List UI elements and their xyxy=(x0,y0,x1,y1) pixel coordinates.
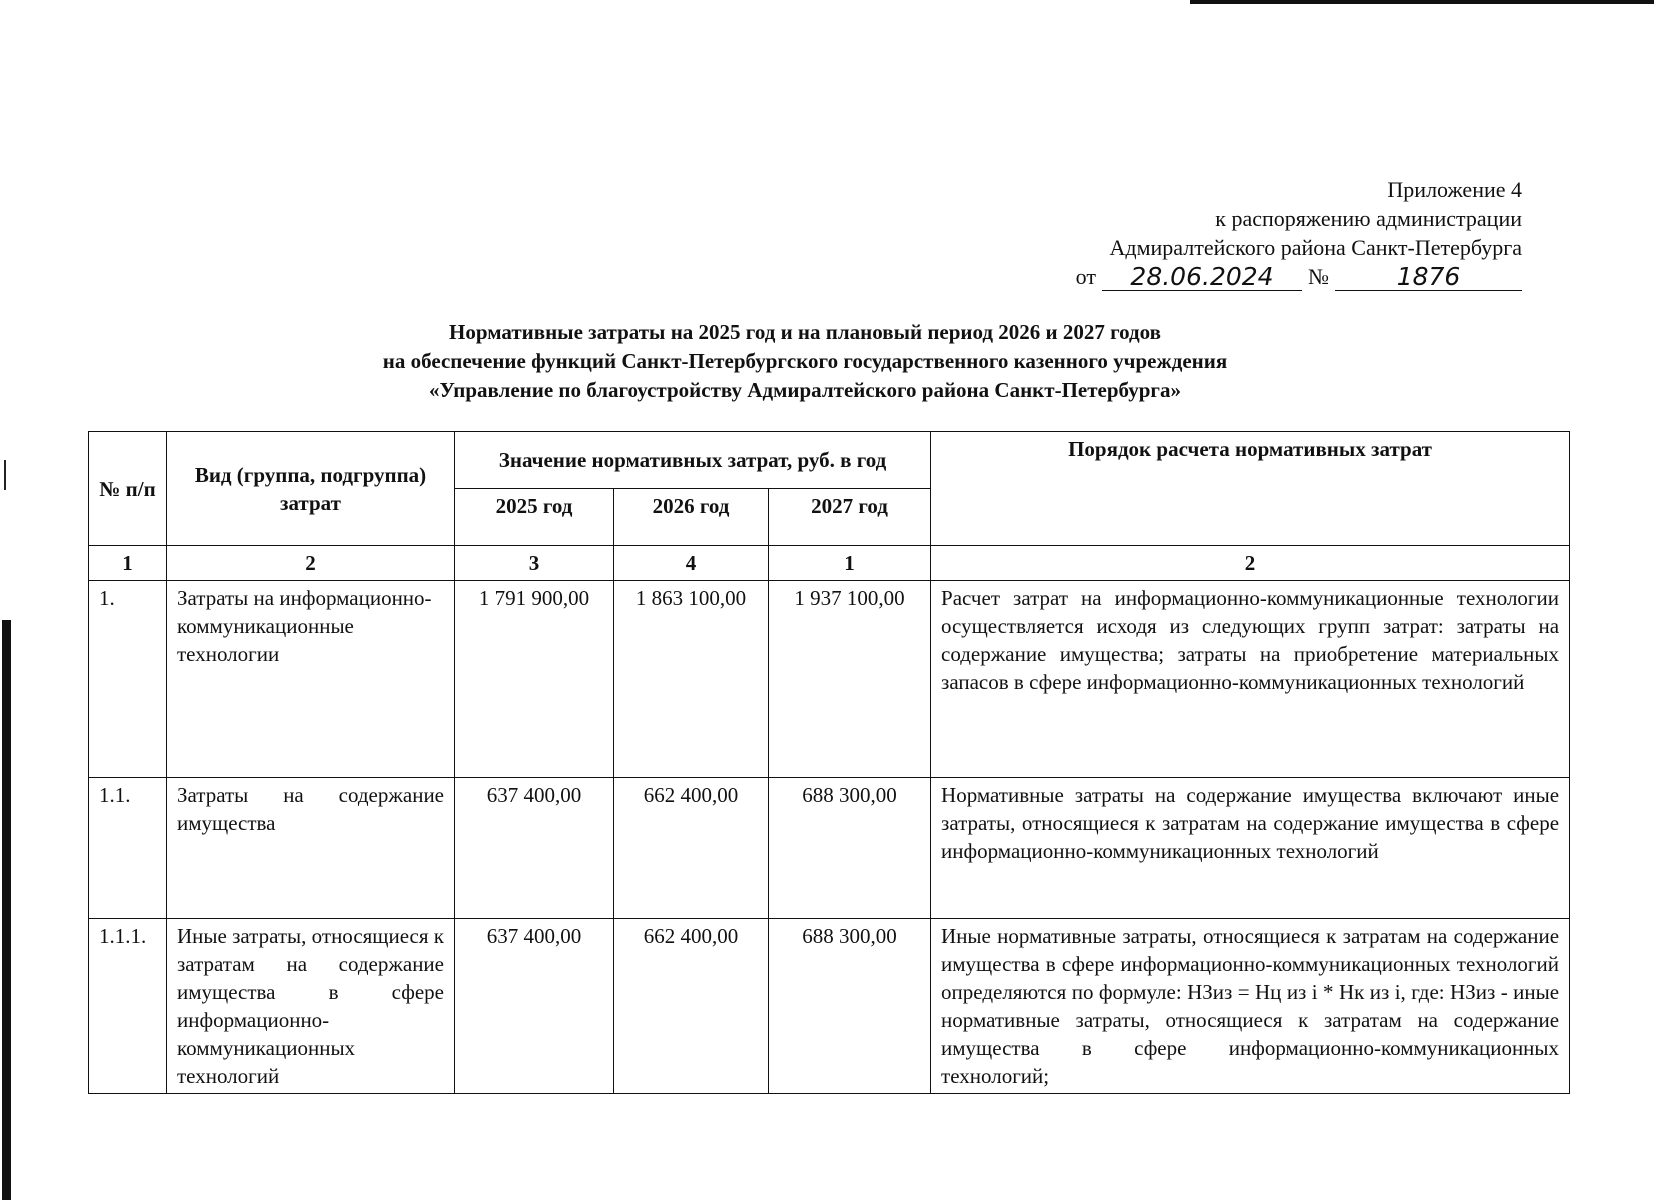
header-value: Значение нормативных затрат, руб. в год xyxy=(455,432,931,489)
cost-table xyxy=(88,431,1570,1094)
header-type: Вид (группа, подгруппа) затрат xyxy=(167,432,455,546)
appendix-date-line xyxy=(1002,262,1522,291)
row-value-2027: 688 300,00 xyxy=(769,778,931,919)
row-calc-method: Нормативные затраты на содержание имущества включают иные затраты, относящиеся к затратам на содержание имущества в сфере информационно-коммуникационных технологий xyxy=(931,778,1570,919)
date-prefix: от xyxy=(1075,264,1096,289)
handwritten-number: 1876 xyxy=(1335,263,1522,291)
column-number: 2 xyxy=(167,546,455,581)
table-row xyxy=(89,919,1570,1094)
table-header-row xyxy=(89,432,1570,489)
column-number: 1 xyxy=(89,546,167,581)
row-calc-method: Расчет затрат на информационно-коммуникационные технологии осуществляется исходя из следующих групп затрат: затраты на содержание имущества; затраты на приобретение материальных запасов в сфере информационно-коммуникационных технологий xyxy=(931,581,1570,778)
row-number: 1. xyxy=(89,581,167,778)
row-value-2027: 1 937 100,00 xyxy=(769,581,931,778)
document-title xyxy=(150,318,1460,405)
column-number: 2 xyxy=(931,546,1570,581)
column-number-row xyxy=(89,546,1570,581)
row-cost-type: Затраты на информационно-коммуникационные технологии xyxy=(167,581,455,778)
appendix-title: Приложение 4 xyxy=(1387,177,1522,202)
row-calc-method: Иные нормативные затраты, относящиеся к затратам на содержание имущества в сфере информационно-коммуникационных технологий определяются по формуле: НЗиз = Нц из i * Нк из i, где: НЗиз - иные нормативные затраты, относящиеся к затратам на содержание имущества в сфере информационно-коммуникационных технологий; xyxy=(931,919,1570,1094)
row-value-2026: 1 863 100,00 xyxy=(614,581,769,778)
row-cost-type: Затраты на содержание имущества xyxy=(167,778,455,919)
table-row xyxy=(89,581,1570,778)
row-value-2026: 662 400,00 xyxy=(614,778,769,919)
appendix-block xyxy=(1002,175,1522,291)
header-2027: 2027 год xyxy=(769,489,931,546)
row-value-2025: 637 400,00 xyxy=(455,919,614,1094)
row-value-2025: 1 791 900,00 xyxy=(455,581,614,778)
header-2026: 2026 год xyxy=(614,489,769,546)
title-line-1: Нормативные затраты на 2025 год и на плановый период 2026 и 2027 годов xyxy=(449,320,1161,344)
title-line-3: «Управление по благоустройству Адмиралтейского района Санкт-Петербурга» xyxy=(429,378,1181,402)
scan-margin-bar xyxy=(2,620,11,1200)
header-num: № п/п xyxy=(89,432,167,546)
table-row xyxy=(89,778,1570,919)
row-value-2027: 688 300,00 xyxy=(769,919,931,1094)
appendix-order-ref: к распоряжению администрации xyxy=(1215,206,1522,231)
row-cost-type: Иные затраты, относящиеся к затратам на содержание имущества в сфере информационно-коммуникационных технологий xyxy=(167,919,455,1094)
column-number: 4 xyxy=(614,546,769,581)
number-prefix: № xyxy=(1308,264,1329,289)
appendix-authority: Адмиралтейского района Санкт-Петербурга xyxy=(1109,235,1522,260)
row-value-2025: 637 400,00 xyxy=(455,778,614,919)
top-edge-rule xyxy=(1190,0,1654,4)
header-2025: 2025 год xyxy=(455,489,614,546)
column-number: 3 xyxy=(455,546,614,581)
row-value-2026: 662 400,00 xyxy=(614,919,769,1094)
row-number: 1.1. xyxy=(89,778,167,919)
scan-margin-mark xyxy=(4,460,6,490)
header-method: Порядок расчета нормативных затрат xyxy=(931,432,1570,546)
handwritten-date: 28.06.2024 xyxy=(1102,263,1302,291)
row-number: 1.1.1. xyxy=(89,919,167,1094)
column-number: 1 xyxy=(769,546,931,581)
title-line-2: на обеспечение функций Санкт-Петербургского государственного казенного учреждения xyxy=(382,349,1228,373)
